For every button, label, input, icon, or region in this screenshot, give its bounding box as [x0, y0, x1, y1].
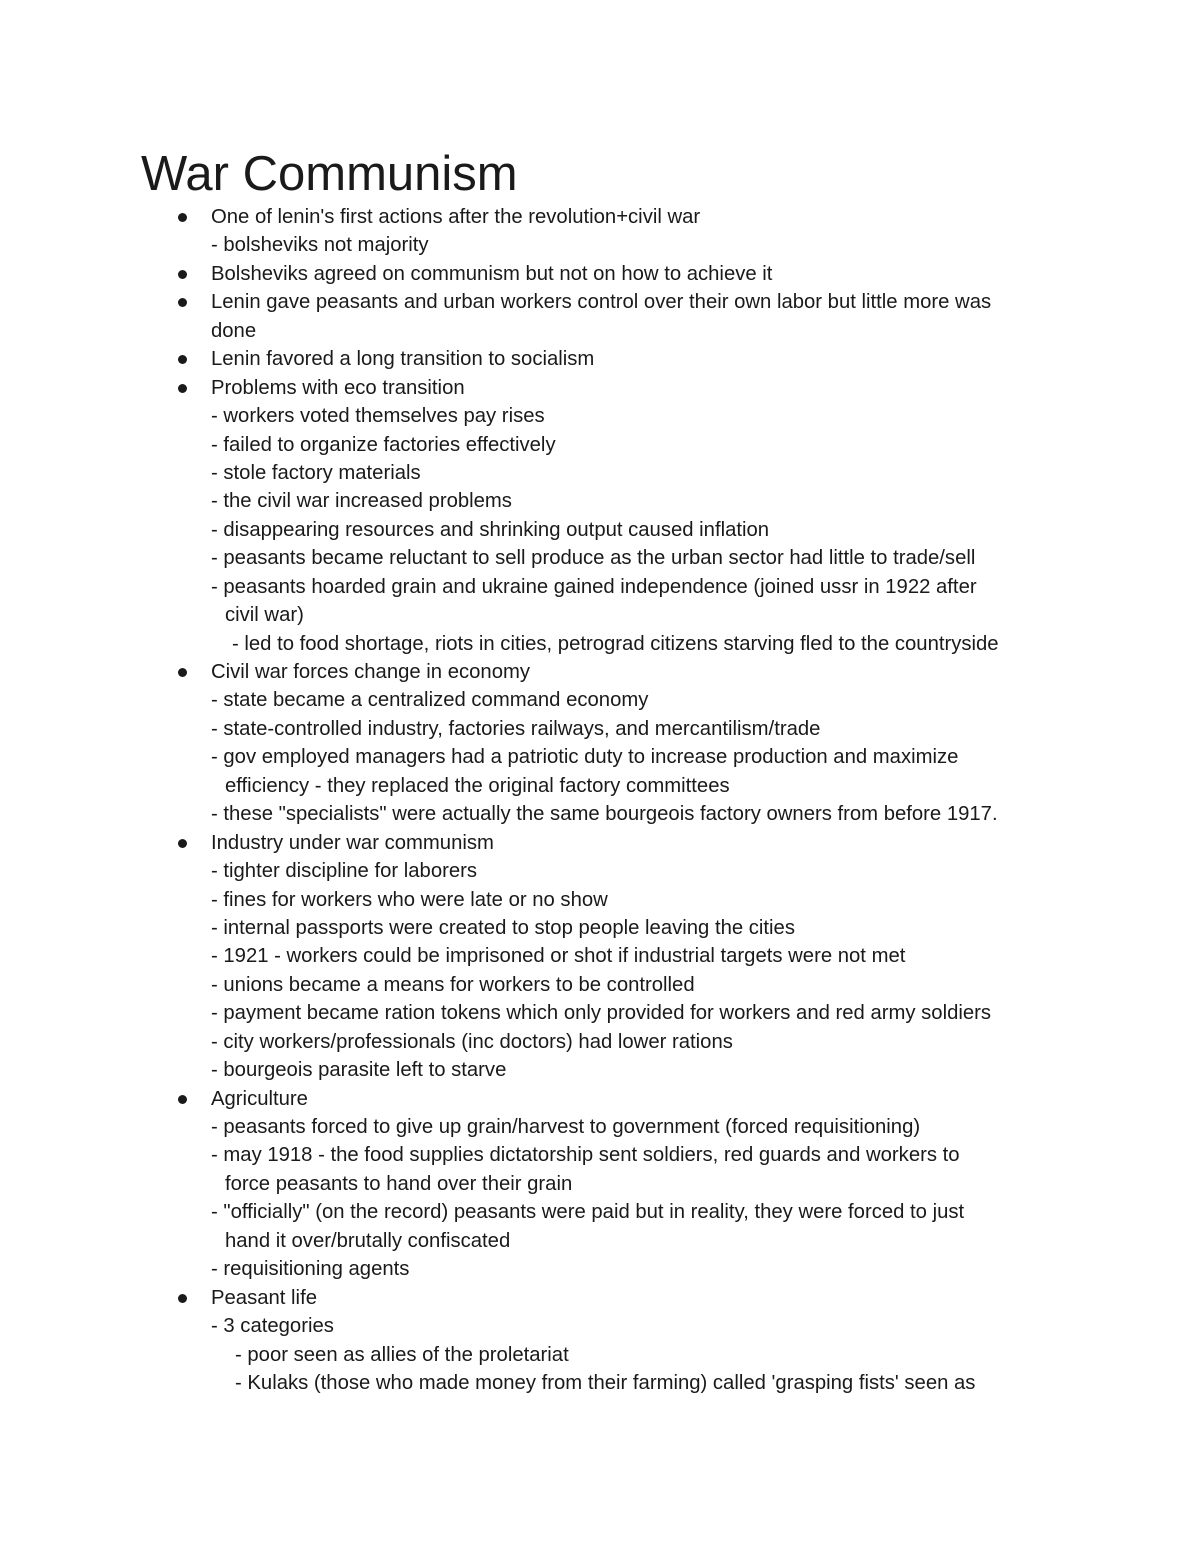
sub-item	[141, 800, 1101, 828]
line-text: - these "specialists" were actually the same bourgeois factory owners from before 1917.	[211, 803, 998, 826]
sub-item	[141, 1056, 1101, 1084]
sub-item	[141, 1312, 1101, 1340]
line-text: hand it over/brutally confiscated	[225, 1229, 511, 1252]
sub-item	[141, 886, 1101, 914]
line-text: - peasants forced to give up grain/harvest to government (forced requisitioning)	[211, 1116, 921, 1138]
continuation-line	[141, 1170, 1101, 1198]
continuation-line	[141, 1227, 1101, 1255]
bullet-item	[141, 260, 1101, 288]
sub-item	[141, 544, 1101, 572]
bullet-item	[141, 829, 1101, 857]
line-text: - the civil war increased problems	[211, 490, 512, 513]
notes-list	[141, 203, 1101, 1397]
line-text: force peasants to hand over their grain	[225, 1172, 573, 1195]
bullet-dot-icon	[178, 355, 187, 364]
line-text: - workers voted themselves pay rises	[211, 405, 545, 428]
line-text: - Kulaks (those who made money from their farming) called 'grasping fists' seen as	[235, 1371, 976, 1394]
line-text: - state became a centralized command economy	[211, 689, 649, 712]
continuation-line	[141, 317, 1101, 345]
sub-item	[141, 459, 1101, 487]
sub-item	[141, 999, 1101, 1027]
sub-item	[141, 630, 1101, 658]
line-text: - 1921 - workers could be imprisoned or shot if industrial targets were not met	[211, 945, 906, 968]
bullet-item	[141, 1085, 1101, 1113]
continuation-line	[141, 601, 1101, 629]
sub-item	[141, 1141, 1101, 1169]
line-text: civil war)	[225, 604, 304, 627]
page-title: War Communism	[141, 147, 518, 201]
line-text: - gov employed managers had a patriotic duty to increase production and maximize	[211, 746, 959, 769]
bullet-item	[141, 203, 1101, 231]
sub-item	[141, 857, 1101, 885]
sub-item	[141, 1341, 1101, 1369]
line-text: - peasants became reluctant to sell produce as the urban sector had little to trade/sell	[211, 547, 976, 570]
sub-item	[141, 431, 1101, 459]
bullet-dot-icon	[178, 298, 187, 307]
line-text: Lenin favored a long transition to socialism	[211, 348, 595, 371]
sub-item	[141, 1369, 1101, 1397]
sub-item	[141, 1198, 1101, 1226]
sub-item	[141, 516, 1101, 544]
bullet-dot-icon	[178, 384, 187, 393]
line-text: done	[211, 319, 257, 342]
line-text: Lenin gave peasants and urban workers control over their own labor but little more was	[211, 291, 992, 314]
bullet-item	[141, 288, 1101, 316]
bullet-item	[141, 658, 1101, 686]
continuation-line	[141, 772, 1101, 800]
sub-item	[141, 402, 1101, 430]
bullet-dot-icon	[178, 668, 187, 677]
line-text: - stole factory materials	[211, 461, 421, 484]
line-text: Peasant life	[211, 1286, 317, 1309]
sub-item	[141, 686, 1101, 714]
line-text: Industry under war communism	[211, 831, 494, 854]
bullet-dot-icon	[178, 1294, 187, 1303]
line-text: - 3 categories	[211, 1315, 334, 1338]
sub-item	[141, 231, 1101, 259]
sub-item	[141, 942, 1101, 970]
line-text: - requisitioning agents	[211, 1258, 410, 1281]
line-text: Bolsheviks agreed on communism but not on how to achieve it	[211, 262, 773, 285]
line-text: - poor seen as allies of the proletariat	[235, 1343, 569, 1366]
sub-item	[141, 573, 1101, 601]
line-text: One of lenin's first actions after the revolution+civil war	[211, 206, 701, 228]
line-text: Civil war forces change in economy	[211, 661, 531, 683]
line-text: - led to food shortage, riots in cities, petrograd citizens starving fled to the countryside	[232, 632, 999, 655]
sub-item	[141, 1028, 1101, 1056]
line-text: - fines for workers who were late or no show	[211, 888, 608, 911]
line-text: - bourgeois parasite left to starve	[211, 1059, 507, 1082]
line-text: - peasants hoarded grain and ukraine gained independence (joined ussr in 1922 after	[211, 575, 977, 598]
line-text: - tighter discipline for laborers	[211, 860, 478, 883]
line-text: - "officially" (on the record) peasants were paid but in reality, they were forced to just	[211, 1201, 965, 1224]
line-text: - city workers/professionals (inc doctors) had lower rations	[211, 1030, 733, 1053]
line-text: Problems with eco transition	[211, 376, 465, 399]
sub-item	[141, 1255, 1101, 1283]
sub-item	[141, 914, 1101, 942]
line-text: - payment became ration tokens which only provided for workers and red army soldiers	[211, 1002, 992, 1025]
sub-item	[141, 1113, 1101, 1141]
line-text: - may 1918 - the food supplies dictatorship sent soldiers, red guards and workers to	[211, 1144, 960, 1167]
line-text: - failed to organize factories effectively	[211, 433, 556, 456]
bullet-dot-icon	[178, 213, 187, 222]
sub-item	[141, 743, 1101, 771]
line-text: - state-controlled industry, factories railways, and mercantilism/trade	[211, 717, 821, 740]
bullet-item	[141, 345, 1101, 373]
line-text: - unions became a means for workers to be controlled	[211, 973, 695, 996]
sub-item	[141, 715, 1101, 743]
bullet-dot-icon	[178, 839, 187, 848]
line-text: - disappearing resources and shrinking output caused inflation	[211, 518, 770, 541]
line-text: - internal passports were created to stop people leaving the cities	[211, 916, 795, 939]
bullet-item	[141, 1284, 1101, 1312]
line-text: - bolsheviks not majority	[211, 234, 429, 257]
line-text: efficiency - they replaced the original factory committees	[225, 774, 730, 797]
bullet-dot-icon	[178, 1095, 187, 1104]
bullet-item	[141, 374, 1101, 402]
sub-item	[141, 487, 1101, 515]
line-text: Agriculture	[211, 1087, 308, 1110]
sub-item	[141, 971, 1101, 999]
bullet-dot-icon	[178, 270, 187, 279]
